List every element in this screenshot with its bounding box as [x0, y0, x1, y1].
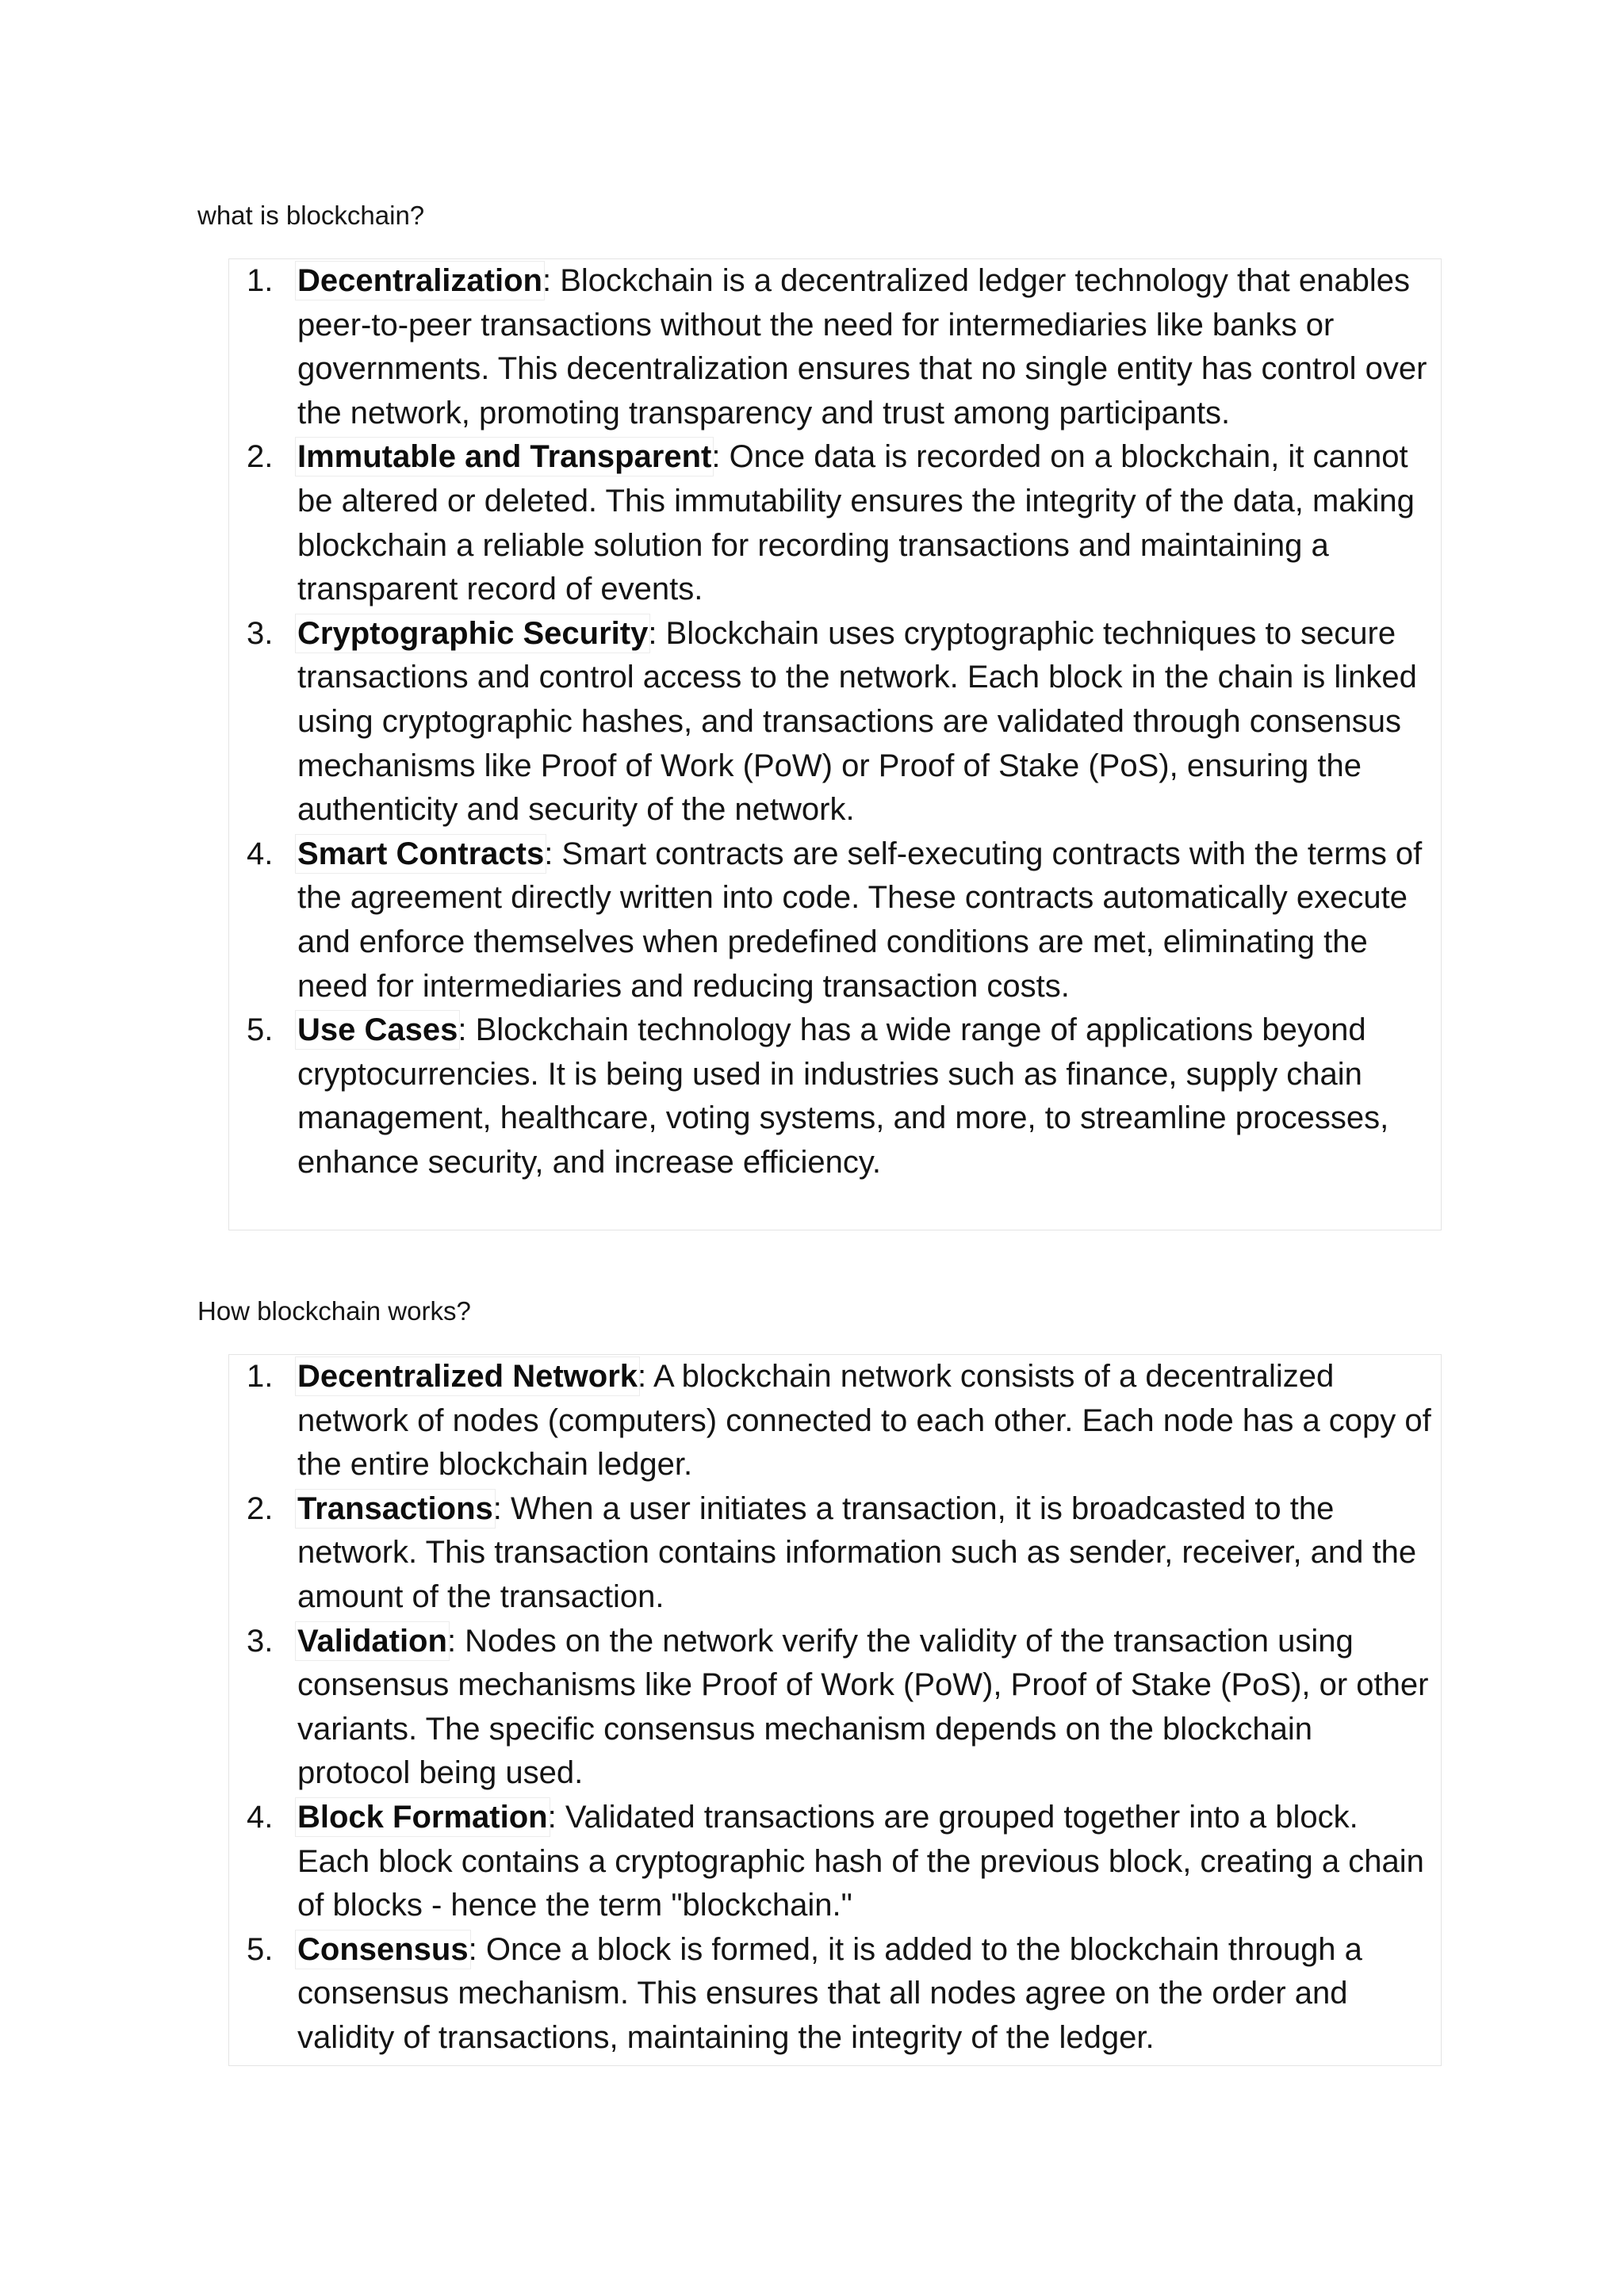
- item-term: Validation: [297, 1623, 447, 1659]
- item-text: : Nodes on the network verify the validity of the transaction using consensus mechanisms like Proof of Work (PoW), Proof of Stake (PoS), or other variants. The specific consensus mechanism depends on the blockchain protocol being used.: [297, 1623, 1429, 1791]
- list-item: [229, 1620, 1441, 1796]
- list-number: 5.: [247, 1012, 274, 1048]
- list-number: 4.: [247, 836, 274, 871]
- list-item: [229, 259, 1441, 435]
- list-item: [229, 1928, 1441, 2061]
- list-number: 5.: [247, 1931, 274, 1967]
- item-term: Cryptographic Security: [297, 615, 649, 651]
- list-item: [229, 435, 1441, 611]
- item-text: : Validated transactions are grouped together into a block. Each block contains a cryptographic hash of the previous block, creating a chain of blocks - hence the term "blockchain.": [297, 1799, 1424, 1923]
- item-term: Consensus: [297, 1931, 469, 1967]
- answer-box-what-is-blockchain: [228, 258, 1442, 1230]
- list-item: [229, 612, 1441, 832]
- item-text: : Blockchain is a decentralized ledger technology that enables peer-to-peer transactions without the need for intermediaries like banks or governments. This decentralization ensures that no single entity has control over the network, promoting transparency and trust among participants.: [297, 263, 1427, 430]
- section-heading-what-is-blockchain: what is blockchain?: [197, 201, 425, 230]
- item-text: : Blockchain uses cryptographic techniques to secure transactions and control access to the network. Each block in the chain is linked using cryptographic hashes, and transactions are validated through consensus mechanisms like Proof of Work (PoW) or Proof of Stake (PoS), ensuring the authenticity and security of the network.: [297, 615, 1417, 828]
- list-number: 1.: [247, 1359, 274, 1394]
- list-number: 2.: [247, 1490, 274, 1526]
- item-text: : When a user initiates a transaction, it is broadcasted to the network. This transaction contains information such as sender, receiver, and the amount of the transaction.: [297, 1490, 1417, 1614]
- section-heading-how-blockchain-works: How blockchain works?: [197, 1296, 471, 1326]
- item-text: : Smart contracts are self-executing contracts with the terms of the agreement directly written into code. These contracts automatically execute and enforce themselves when predefined conditions are met, eliminating the need for intermediaries and reducing transaction costs.: [297, 836, 1423, 1004]
- item-term: Block Formation: [297, 1799, 548, 1835]
- item-term: Decentralization: [297, 263, 542, 298]
- list-number: 3.: [247, 615, 274, 651]
- list-number: 2.: [247, 439, 274, 475]
- item-text: : Once data is recorded on a blockchain, it cannot be altered or deleted. This immutability ensures the integrity of the data, making blockchain a reliable solution for recording transactions and maintaining a transparent record of events.: [297, 439, 1415, 607]
- list-number: 3.: [247, 1623, 274, 1659]
- item-text: : Blockchain technology has a wide range of applications beyond cryptocurrencies. It is being used in industries such as finance, supply chain management, healthcare, voting systems, and more, to streamline processes, enhance security, and increase efficiency.: [297, 1012, 1389, 1180]
- item-term: Transactions: [297, 1490, 493, 1526]
- item-text: : A blockchain network consists of a decentralized network of nodes (computers) connected to each other. Each node has a copy of the entire blockchain ledger.: [297, 1359, 1431, 1483]
- item-term: Decentralized Network: [297, 1359, 638, 1394]
- list-item: [229, 1355, 1441, 1487]
- answer-box-how-blockchain-works: [228, 1354, 1442, 2066]
- list-number: 1.: [247, 263, 274, 298]
- list-item: [229, 1796, 1441, 1928]
- list-item: [229, 832, 1441, 1008]
- item-term: Immutable and Transparent: [297, 439, 712, 475]
- list-number: 4.: [247, 1799, 274, 1835]
- item-text: : Once a block is formed, it is added to the blockchain through a consensus mechanism. This ensures that all nodes agree on the order and validity of transactions, maintaining the integrity of the ledger.: [297, 1931, 1362, 2055]
- item-term: Smart Contracts: [297, 836, 545, 871]
- list-item: [229, 1487, 1441, 1620]
- item-term: Use Cases: [297, 1012, 458, 1048]
- numbered-list-how-it-works: [229, 1355, 1441, 2061]
- list-item: [229, 1008, 1441, 1184]
- numbered-list-blockchain-features: [229, 259, 1441, 1184]
